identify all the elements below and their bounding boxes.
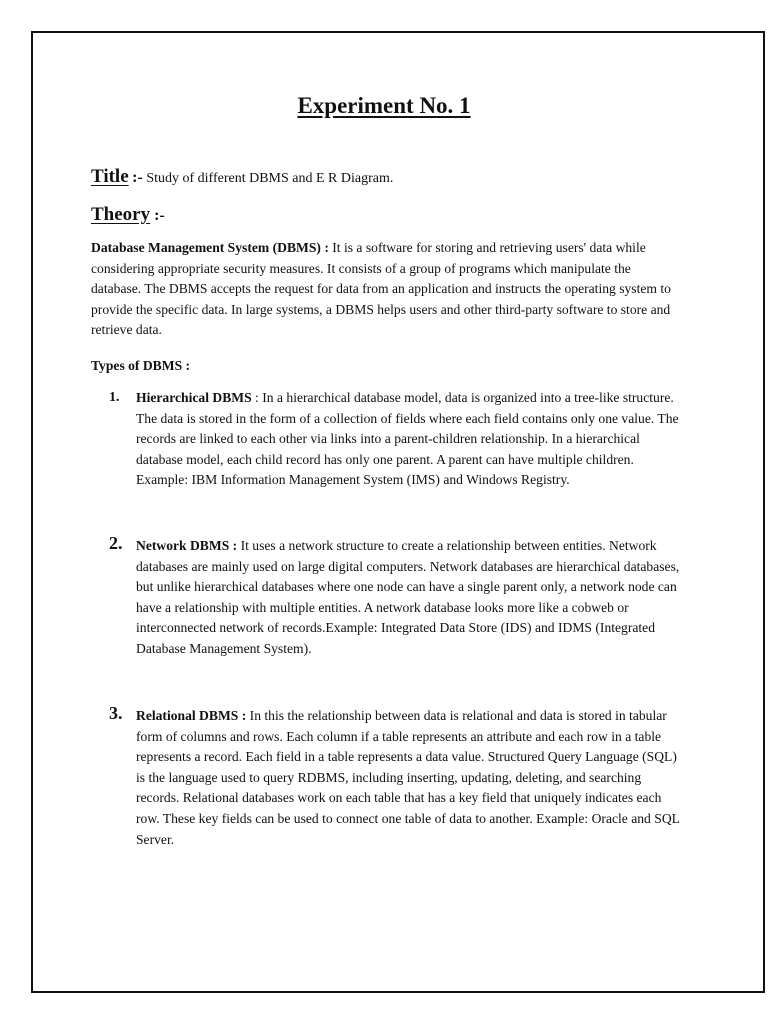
title-separator: :-	[132, 169, 143, 186]
theory-heading	[91, 201, 165, 230]
experiment-heading-text: Experiment No. 1	[297, 93, 471, 118]
list-item-hierarchical	[109, 388, 684, 491]
list-number: 3.	[109, 703, 123, 723]
title-label: Title	[91, 166, 129, 187]
list-item-body	[136, 706, 684, 850]
types-heading: Types of DBMS :	[91, 358, 191, 373]
list-number: 1.	[109, 390, 120, 405]
experiment-heading	[0, 90, 768, 122]
list-item-term: Hierarchical DBMS	[136, 390, 252, 405]
dbms-definition: It is a software for storing and retrieving users' data while considering appropriate security measures. It consists of a group of programs which manipulate the database. The DBMS accepts the request for data from an application and instructs the operating system to provide the specific data. In large systems, a DBMS helps users and other third-party software to store and retrieve data.	[91, 240, 671, 338]
theory-separator: :-	[154, 207, 165, 224]
list-number: 2.	[109, 533, 123, 553]
list-item-text: It uses a network structure to create a relationship between entities. Network databases are mainly used on large digital computers. Network databases are hierarchical databases, but unlike hierarchical databases where one node can have a single parent only, a network node can have a relationship with multiple entities. A network database looks more like a cobweb or interconnected network of records.Example: Integrated Data Store (IDS) and IDMS (Integrated Database Management System).	[136, 538, 680, 656]
list-item-network	[109, 533, 684, 660]
list-item-text: In a hierarchical database model, data is organized into a tree-like structure. The data is stored in the form of a collection of fields where each field contains only one value. The records are linked to each other via links into a parent-children relationship. In a hierarchical database model, each child record has only one parent. A parent can have multiple children. Example: IBM Information Management System (IMS) and Windows Registry.	[136, 390, 679, 488]
dbms-paragraph	[91, 238, 681, 341]
title-text: Study of different DBMS and E R Diagram.	[146, 171, 394, 186]
list-item-relational	[109, 703, 684, 850]
title-line	[91, 164, 393, 192]
list-item-term-sep: :	[251, 390, 259, 405]
list-item-body	[136, 388, 684, 491]
theory-label: Theory	[91, 204, 151, 225]
list-item-text: In this the relationship between data is relational and data is stored in tabular form of columns and rows. Each column if a table represents an attribute and each row in a table represents a record. Each field in a table represents a data value. Structured Query Language (SQL) is the language used to query RDBMS, including inserting, updating, deleting, and searching records. Relational databases work on each table that has a key field that uniquely indicates each row. These key fields can be used to connect one table of data to another. Example: Oracle and SQL Server.	[136, 708, 680, 847]
list-item-term: Relational DBMS :	[136, 708, 247, 723]
list-item-term: Network DBMS :	[136, 538, 238, 553]
list-item-body	[136, 536, 684, 660]
dbms-term: Database Management System (DBMS) :	[91, 240, 329, 255]
